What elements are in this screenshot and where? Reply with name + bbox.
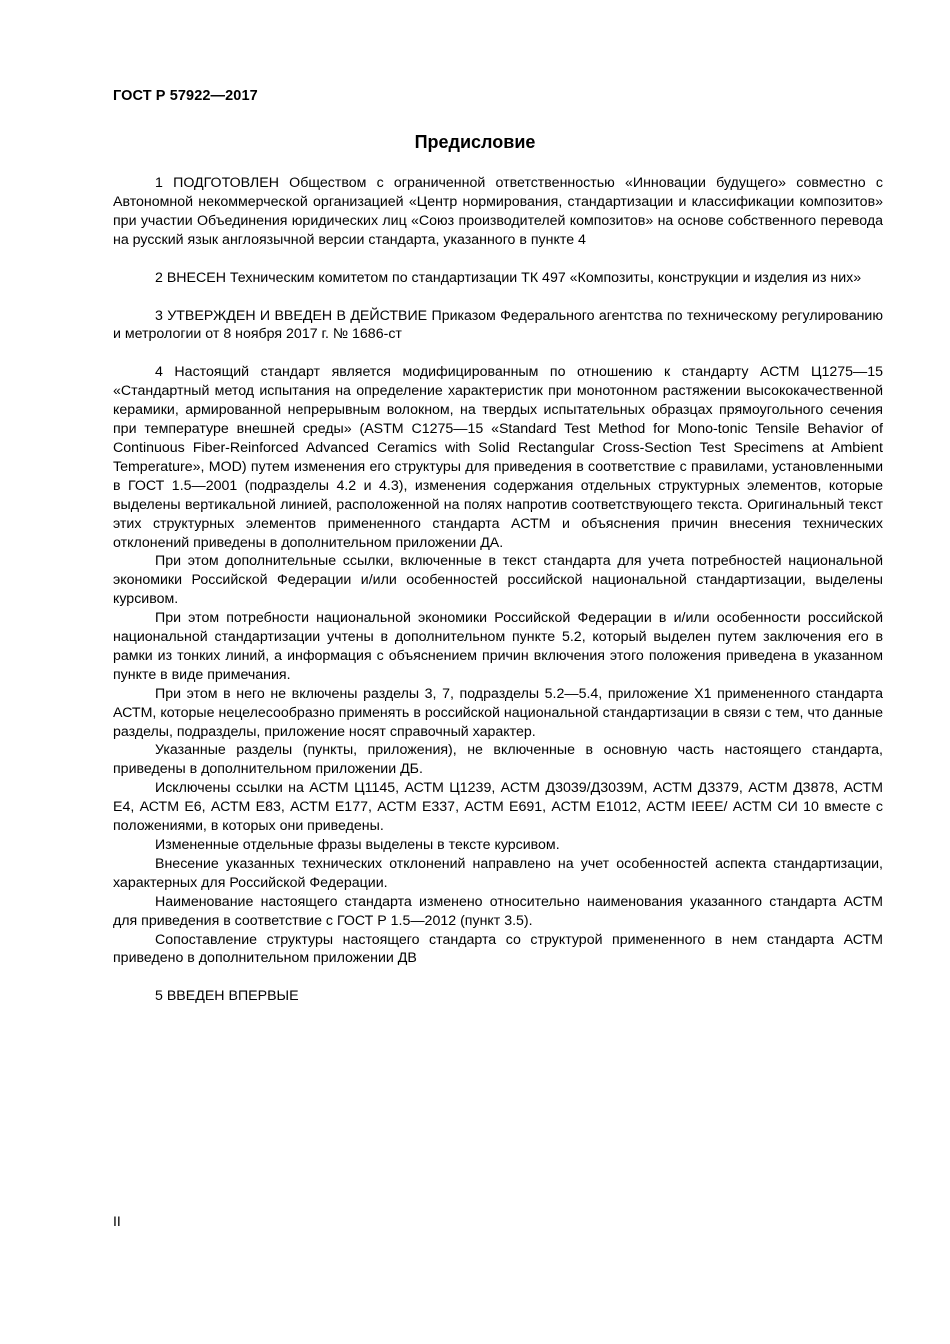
paragraph-changed-phrases: Измененные отдельные фразы выделены в тексте курсивом. [155, 837, 560, 853]
paragraph-annex-db: Указанные разделы (пункты, приложения), не включенные в основную часть настоящего стандарта, приведены в дополнительном приложении ДБ. [113, 742, 883, 778]
paragraph-modification: 4 Настоящий стандарт является модифицированным по отношению к стандарту АСТМ Ц1275—15 «Стандартный метод испытания на определение характеристик при монотонном растяжении высококачественной керамики, армированной непрерывным волокном, на твердых испытательных образцах прямоугольного сечения при температуре внешней среды» (ASTM C1275—15 «Standard Test Method for Mono-tonic Tensile Behavior of Continuous Fiber-Reinforced Advanced Ceramics with Solid Rectangular Cross-Section Test Specimens at Ambient Temperature», MOD) путем изменения его структуры для приведения в соответствие с правилами, установленными в ГОСТ 1.5—2001 (подразделы 4.2 и 4.3), изменения содержания отдельных структурных элементов, которые выделены вертикальной линией, расположенной на полях напротив соответствующего текста. Оригинальный текст этих структурных элементов примененного стандарта АСТМ и объяснения причин внесения технических отклонений приведены в дополнительном приложении ДА. [113, 364, 883, 551]
document-code: ГОСТ Р 57922—2017 [113, 88, 258, 104]
paragraph-excluded-refs: Исключены ссылки на АСТМ Ц1145, АСТМ Ц1239, АСТМ Д3039/Д3039М, АСТМ Д3379, АСТМ Д3878, АСТМ Е4, АСТМ Е6, АСТМ Е83, АСТМ Е177, АСТМ Е337, АСТМ Е691, АСТМ Е1012, АСТМ IEEE/ АСТМ СИ 10 вместе с положениями, в которых они приведены. [113, 780, 883, 835]
paragraph-excluded-sections: При этом в него не включены разделы 3, 7, подразделы 5.2—5.4, приложение X1 примененного стандарта АСТМ, которые нецелесообразно применять в российской национальной стандартизации в связи с тем, что данные разделы, подразделы, приложение носят справочный характер. [113, 685, 883, 740]
foreword-body [113, 174, 883, 1006]
paragraph-prepared: 1 ПОДГОТОВЛЕН Обществом с ограниченной ответственностью «Инновации будущего» совместно с Автономной некоммерческой организацией «Центр нормирования, стандартизации и классификации композитов» при участии Объединения юридических лиц «Союз производителей композитов» на основе собственного перевода на русский язык англоязычной версии стандарта, указанного в пункте 4 [113, 175, 883, 248]
paragraph-additional-refs: При этом дополнительные ссылки, включенные в текст стандарта для учета потребностей национальной экономики Российской Федерации и/или особенностей российской национальной стандартизации, выделены курсивом. [113, 553, 883, 608]
page-number: II [113, 1213, 121, 1229]
paragraph-national-needs: При этом потребности национальной экономики Российской Федерации в и/или особенности российской национальной стандартизации учтены в дополнительном пункте 5.2, который выделен путем заключения его в рамки из тонких линий, а информация с объяснением причин включения этого положения приведена в указанном пункте в виде примечания. [113, 610, 883, 683]
paragraph-first-introduced: 5 ВВЕДЕН ВПЕРВЫЕ [155, 988, 299, 1005]
paragraph-structure-comparison: Сопоставление структуры настоящего стандарта со структурой примененного в нем стандарта АСТМ приведено в дополнительном приложении ДВ [113, 931, 883, 967]
paragraph-technical-deviations: Внесение указанных технических отклонений направлено на учет особенностей аспекта стандартизации, характерных для Российской Федерации. [113, 855, 883, 891]
paragraph-submitted: 2 ВНЕСЕН Техническим комитетом по стандартизации ТК 497 «Композиты, конструкции и изделия из них» [155, 269, 862, 286]
paragraph-title-change: Наименование настоящего стандарта изменено относительно наименования указанного стандарта АСТМ для приведения в соответствие с ГОСТ Р 1.5—2012 (пункт 3.5). [113, 893, 883, 929]
paragraph-approved: 3 УТВЕРЖДЕН И ВВЕДЕН В ДЕЙСТВИЕ Приказом Федерального агентства по техническому регулированию и метрологии от 8 ноября 2017 г. № 1686-ст [113, 307, 883, 343]
page-title: Предисловие [414, 132, 536, 152]
